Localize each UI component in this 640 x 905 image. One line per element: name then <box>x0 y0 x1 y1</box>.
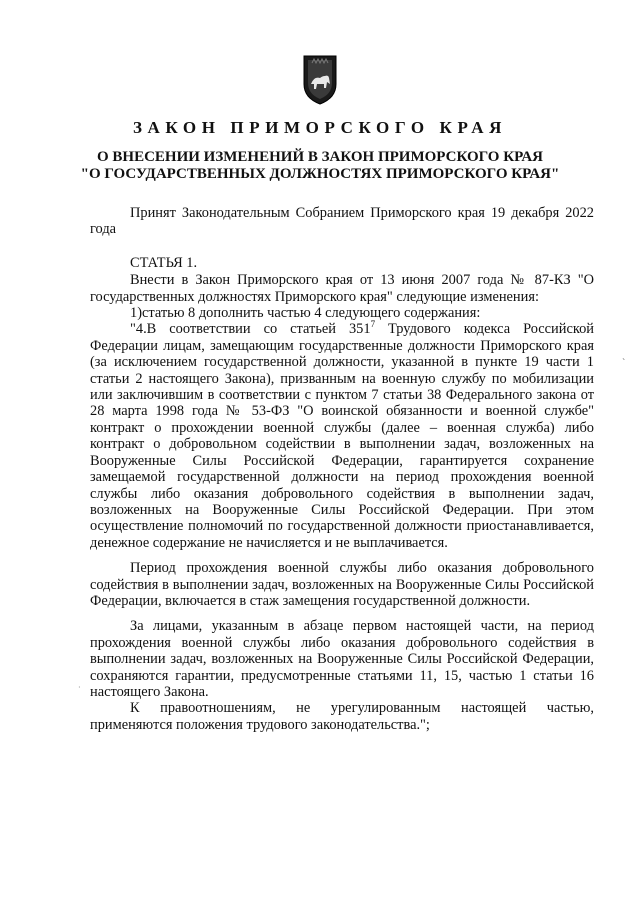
guarantees-paragraph: За лицами, указанным в абзаце первом настоящей части, на период прохождения военной службы либо оказания добровольного содействия в выполнении задач, возложенных на Вооруженные Силы Российской Федерации, сохраняются гарантии, предусмотренные статьями 11, 15, частью 1 статьи 16 настоящего Закона. <box>90 618 594 700</box>
scan-dot-mark: · <box>78 683 81 692</box>
subtitle-line-2: "О ГОСУДАРСТВЕННЫХ ДОЛЖНОСТЯХ ПРИМОРСКОГО КРАЯ" <box>80 166 560 182</box>
scan-edge-mark: ˋ <box>622 358 626 369</box>
law-title: ЗАКОН ПРИМОРСКОГО КРАЯ <box>132 118 508 137</box>
article-heading: СТАТЬЯ 1. <box>130 254 198 271</box>
part-4-text-rest: Трудового кодекса Российской Федерации лицам, замещающим государственные должности Приморского края (за исключением государственной должности, указанной в пункте 19 части 1 статьи 2 настоящего Закона), призванным на военную службу по мобилизации или заключившим в соответствии с пунктом 7 статьи 38 Федерального закона от 28 марта 1998 года № 53-ФЗ "О воинской обязанности и военной службе" контракт о прохождении военной службы (далее – военная служба) либо контракт о добровольном содействии в выполнении задач, возложенных на Вооруженные Силы Российской Федерации, гарантируется сохранение замещаемой государственной должности на период прохождения военной службы либо оказания добровольного содействия в выполнении задач, возложенных на Вооруженные Силы Российской Федерации. При этом осуществление полномочий по государственной должности приостанавливается, денежное содержание не начисляется и не выплачивается. <box>90 321 594 551</box>
article-intro: Внести в Закон Приморского края от 13 июня 2007 года № 87-КЗ "О государственных должностях Приморского края" следующие изменения: <box>90 272 594 305</box>
article-superscript: 7 <box>370 319 376 330</box>
primorsky-coat-of-arms-icon <box>300 54 340 106</box>
item-1: 1)статью 8 дополнить частью 4 следующего содержания: <box>130 305 481 322</box>
law-subtitle <box>60 149 580 183</box>
adoption-note: Принят Законодательным Собранием Приморского края 19 декабря 2022 года <box>90 205 594 238</box>
subtitle-line-1: О ВНЕСЕНИИ ИЗМЕНЕНИЙ В ЗАКОН ПРИМОРСКОГО КРАЯ <box>97 149 543 165</box>
labor-law-paragraph: К правоотношениям, не урегулированным настоящей частью, применяются положения трудового законодательства."; <box>90 700 594 733</box>
service-period-paragraph: Период прохождения военной службы либо оказания добровольного содействия в выполнении задач, возложенных на Вооруженные Силы Российской Федерации, включается в стаж замещения государственной должности. <box>90 560 594 609</box>
part-4-paragraph <box>90 321 594 551</box>
law-body <box>90 205 594 733</box>
part-4-text-start: "4.В соответствии со статьей 351 <box>130 321 371 338</box>
